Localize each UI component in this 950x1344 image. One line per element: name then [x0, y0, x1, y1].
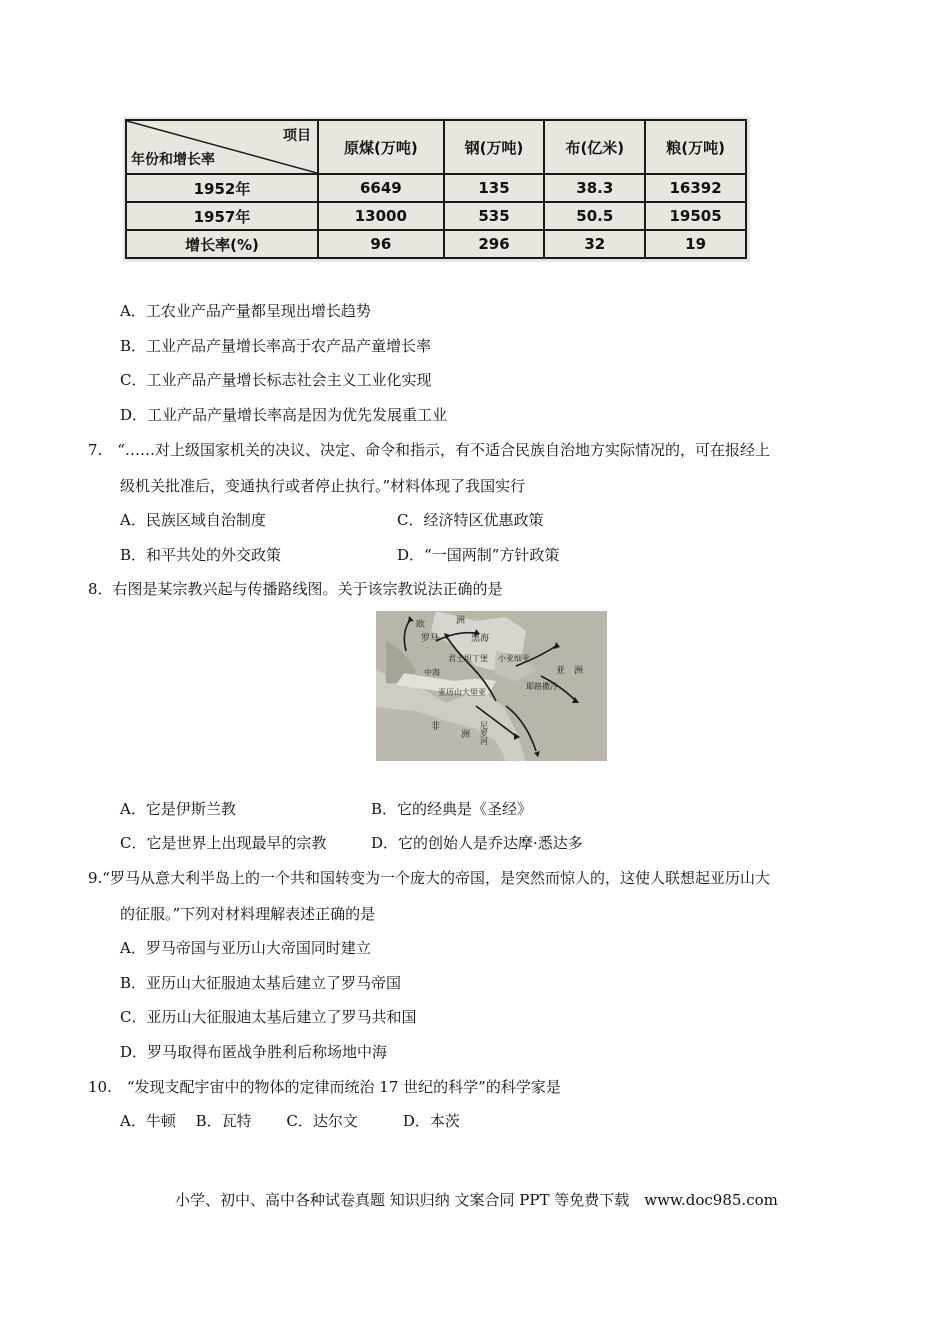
map-label-constantinople: 君士坦丁堡: [448, 654, 488, 663]
q6-option-d: D．工业产品产量增长率高是因为优先发展重工业: [120, 406, 448, 424]
map-label-alexandria: 亚历山大里亚: [438, 688, 486, 697]
q7-option-b: B．和平共处的外交政策: [120, 546, 282, 564]
corner-top-label: 项目: [283, 128, 311, 144]
map-label-asia: 亚 洲: [556, 666, 584, 676]
column-header: 钢(万吨): [444, 120, 545, 174]
table-cell: 32: [544, 230, 645, 258]
table-cell: 19505: [645, 202, 746, 230]
q7-option-c: C．经济特区优惠政策: [397, 511, 544, 529]
map-label-nile: 尼罗河: [479, 721, 489, 745]
column-header: 原煤(万吨): [318, 120, 444, 174]
table-cell: 13000: [318, 202, 444, 230]
map-label-africa2: 洲: [461, 730, 471, 740]
corner-bottom-label: 年份和增长率: [131, 152, 215, 168]
map-label-jerusalem: 耶路撒冷: [526, 682, 558, 691]
table-cell: 38.3: [544, 174, 645, 202]
page-footer: 小学、初中、高中各种试卷真题 知识归纳 文案合同 PPT 等免费下载 www.doc985.com: [175, 1191, 778, 1209]
map-label-rome: 罗马: [421, 634, 440, 644]
row-label: 1952年: [126, 174, 318, 202]
q8-stem: 8．右图是某宗教兴起与传播路线图。关于该宗教说法正确的是: [88, 580, 503, 598]
q9-option-d: D．罗马取得布匿战争胜利后称场地中海: [120, 1043, 388, 1061]
row-label: 增长率(%): [126, 230, 318, 258]
map-label-continent: 洲: [456, 616, 466, 626]
table-cell: 135: [444, 174, 545, 202]
column-header: 粮(万吨): [645, 120, 746, 174]
q8-option-b: B．它的经典是《圣经》: [371, 800, 533, 818]
map-label-europe: 欧: [416, 620, 426, 630]
q7-stem-line2: 级机关批准后，变通执行或者停止执行。”材料体现了我国实行: [120, 477, 526, 495]
q9-option-c: C．亚历山大征服迪太基后建立了罗马共和国: [120, 1008, 417, 1026]
map-label-sea: 中海: [424, 668, 440, 677]
q10-options: A．牛顿 B．瓦特 C．达尔文 D．本茨: [120, 1112, 460, 1130]
q8-option-a: A．它是伊斯兰教: [120, 800, 236, 818]
production-table: [125, 119, 747, 259]
q8-option-c: C．它是世界上出现最早的宗教: [120, 834, 327, 852]
table-row: [126, 174, 746, 202]
q9-stem-line1: 9.“罗马从意大利半岛上的一个共和国转变为一个庞大的帝国，是突然而惊人的，这使人联想起亚历山大: [88, 869, 770, 887]
table-cell: 296: [444, 230, 545, 258]
row-label: 1957年: [126, 202, 318, 230]
table-row: [126, 230, 746, 258]
q9-stem-line2: 的征服。”下列对材料理解表述正确的是: [120, 905, 376, 923]
q10-stem: 10. “发现支配宇宙中的物体的定律而统治 17 世纪的科学”的科学家是: [88, 1078, 561, 1096]
religion-spread-map: [376, 611, 607, 761]
table-cell: 535: [444, 202, 545, 230]
q6-option-c: C．工业产品产量增长标志社会主义工业化实现: [120, 371, 432, 389]
q9-option-b: B．亚历山大征服迪太基后建立了罗马帝国: [120, 974, 402, 992]
map-label-black-sea: 黑海: [471, 634, 490, 644]
table-cell: 50.5: [544, 202, 645, 230]
table-cell: 16392: [645, 174, 746, 202]
q9-option-a: A．罗马帝国与亚历山大帝国同时建立: [120, 939, 371, 957]
table-cell: 6649: [318, 174, 444, 202]
table-header-row: [126, 120, 746, 174]
q7-option-d: D．“一国两制”方针政策: [397, 546, 560, 564]
q6-option-a: A．工农业产品产量都呈现出增长趋势: [120, 302, 371, 320]
column-header: 布(亿米): [544, 120, 645, 174]
q6-option-b: B．工业产品产量增长率高于农产品产童增长率: [120, 337, 432, 355]
table-row: [126, 202, 746, 230]
q7-option-a: A．民族区域自治制度: [120, 511, 266, 529]
q8-option-d: D．它的创始人是乔达摩·悉达多: [371, 834, 583, 852]
q7-stem-line1: 7. “……对上级国家机关的决议、决定、命令和指示，有不适合民族自治地方实际情况的，可在报经上: [88, 441, 770, 459]
statistics-table-image: [123, 117, 750, 262]
map-label-asia-minor: 小亚细亚: [498, 654, 530, 663]
table-corner-cell: [126, 120, 318, 174]
table-cell: 19: [645, 230, 746, 258]
map-label-africa: 非: [431, 722, 441, 732]
table-cell: 96: [318, 230, 444, 258]
